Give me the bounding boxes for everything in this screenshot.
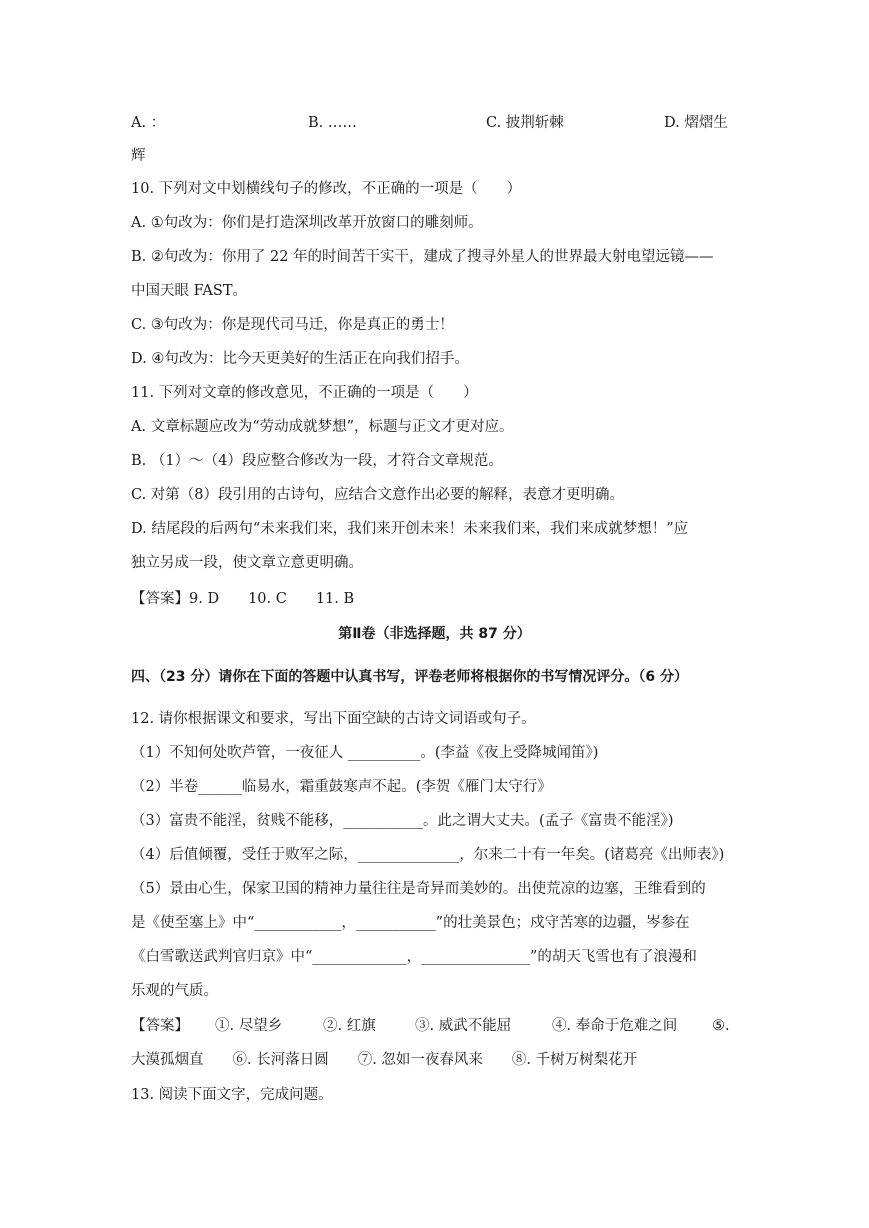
answer-12-label: 【答案】 (131, 1018, 189, 1034)
q12-item-5-line2: 是《使至塞上》中“____________，___________”的壮美景色；戍守苦寒的边疆，岑参在 (131, 915, 690, 931)
q12-item-5-line3: 《白雪歌送武判官归京》中“_____________，_______________”的胡天飞雪也有了浪漫和 (131, 949, 697, 965)
q9-option-b: B. …… (308, 115, 357, 131)
q10-stem: 10. 下列对文中划横线句子的修改，不正确的一项是（ ） (131, 181, 522, 197)
q11-option-b: B. （1）～（4）段应整合修改为一段，才符合文章规范。 (131, 453, 503, 469)
q11-option-d-line2: 独立另成一段，使文章立意更明确。 (131, 555, 363, 571)
q12-stem: 12. 请你根据课文和要求，写出下面空缺的古诗文词语或句子。 (131, 711, 536, 727)
q10-option-b-line1: B. ②句改为：你用了 22 年的时间苦干实干，建成了搜寻外星人的世界最大射电望远镜—— (131, 249, 714, 265)
answer-12-item-1: ①. 尽望乡 (215, 1018, 283, 1034)
q12-item-4: （4）后值倾覆，受任于败军之际，______________，尔来二十有一年矣。(诸葛亮《出师表》) (131, 847, 725, 863)
q12-item-5-line1: （5）景由心生，保家卫国的精神力量往往是奇异而美妙的。出使荒凉的边塞，王维看到的 (131, 881, 706, 897)
q12-item-3: （3）富贵不能淫，贫贱不能移，___________。此之谓大丈夫。(孟子《富贵不能淫》) (131, 813, 674, 829)
q10-option-a: A. ①句改为：你们是打造深圳改革开放窗口的雕刻师。 (131, 215, 483, 231)
q9-option-d: D. 熠熠生 (664, 115, 728, 131)
answer-12-item-5: ⑤. (712, 1018, 730, 1034)
answer-12-item-3: ③. 威武不能屈 (415, 1018, 512, 1034)
q11-option-c: C. 对第（8）段引用的古诗句，应结合文意作出必要的解释，表意才更明确。 (131, 487, 625, 503)
answer-12-item-2: ②. 红旗 (323, 1018, 376, 1034)
q9-option-c: C. 披荆斩棘 (486, 115, 564, 131)
q11-option-d-line1: D. 结尾段的后两句“未来我们来，我们来开创未来！未来我们来，我们来成就梦想！”应 (131, 521, 689, 537)
q9-option-d-continued: 辉 (131, 148, 146, 164)
answer-9-11: 【答案】9. D 10. C 11. B (131, 591, 355, 607)
q10-option-c: C. ③句改为：你是现代司马迁，你是真正的勇士！ (131, 317, 454, 333)
q11-stem: 11. 下列对文章的修改意见，不正确的一项是（ ） (131, 385, 478, 401)
part4-heading: 四、（23 分）请你在下面的答题中认真书写，评卷老师将根据你的书写情况评分。（6 分） (131, 669, 688, 685)
section-title: 第Ⅱ卷（非选择题，共 87 分） (338, 626, 531, 642)
q10-option-d: D. ④句改为：比今天更美好的生活正在向我们招手。 (131, 351, 469, 367)
q12-item-1: （1）不知何处吹芦管，一夜征人 __________。(李益《夜上受降城闻笛》) (131, 745, 599, 761)
q10-option-b-line2: 中国天眼 FAST。 (131, 283, 247, 299)
answer-12-item-4: ④. 奉命于危难之间 (552, 1018, 678, 1034)
answer-12-line2: 大漠孤烟直 ⑥. 长河落日圆 ⑦. 忽如一夜春风来 ⑧. 千树万树梨花开 (131, 1052, 638, 1068)
q9-option-a: A. ： (131, 115, 166, 131)
q13-stem: 13. 阅读下面文字，完成问题。 (131, 1087, 333, 1103)
q12-item-5-line4: 乐观的气质。 (131, 983, 218, 999)
q11-option-a: A. 文章标题应改为“劳动成就梦想”，标题与正文才更对应。 (131, 419, 514, 435)
q12-item-2: （2）半卷______临易水，霜重鼓寒声不起。(李贺《雁门太守行》 (131, 779, 552, 795)
